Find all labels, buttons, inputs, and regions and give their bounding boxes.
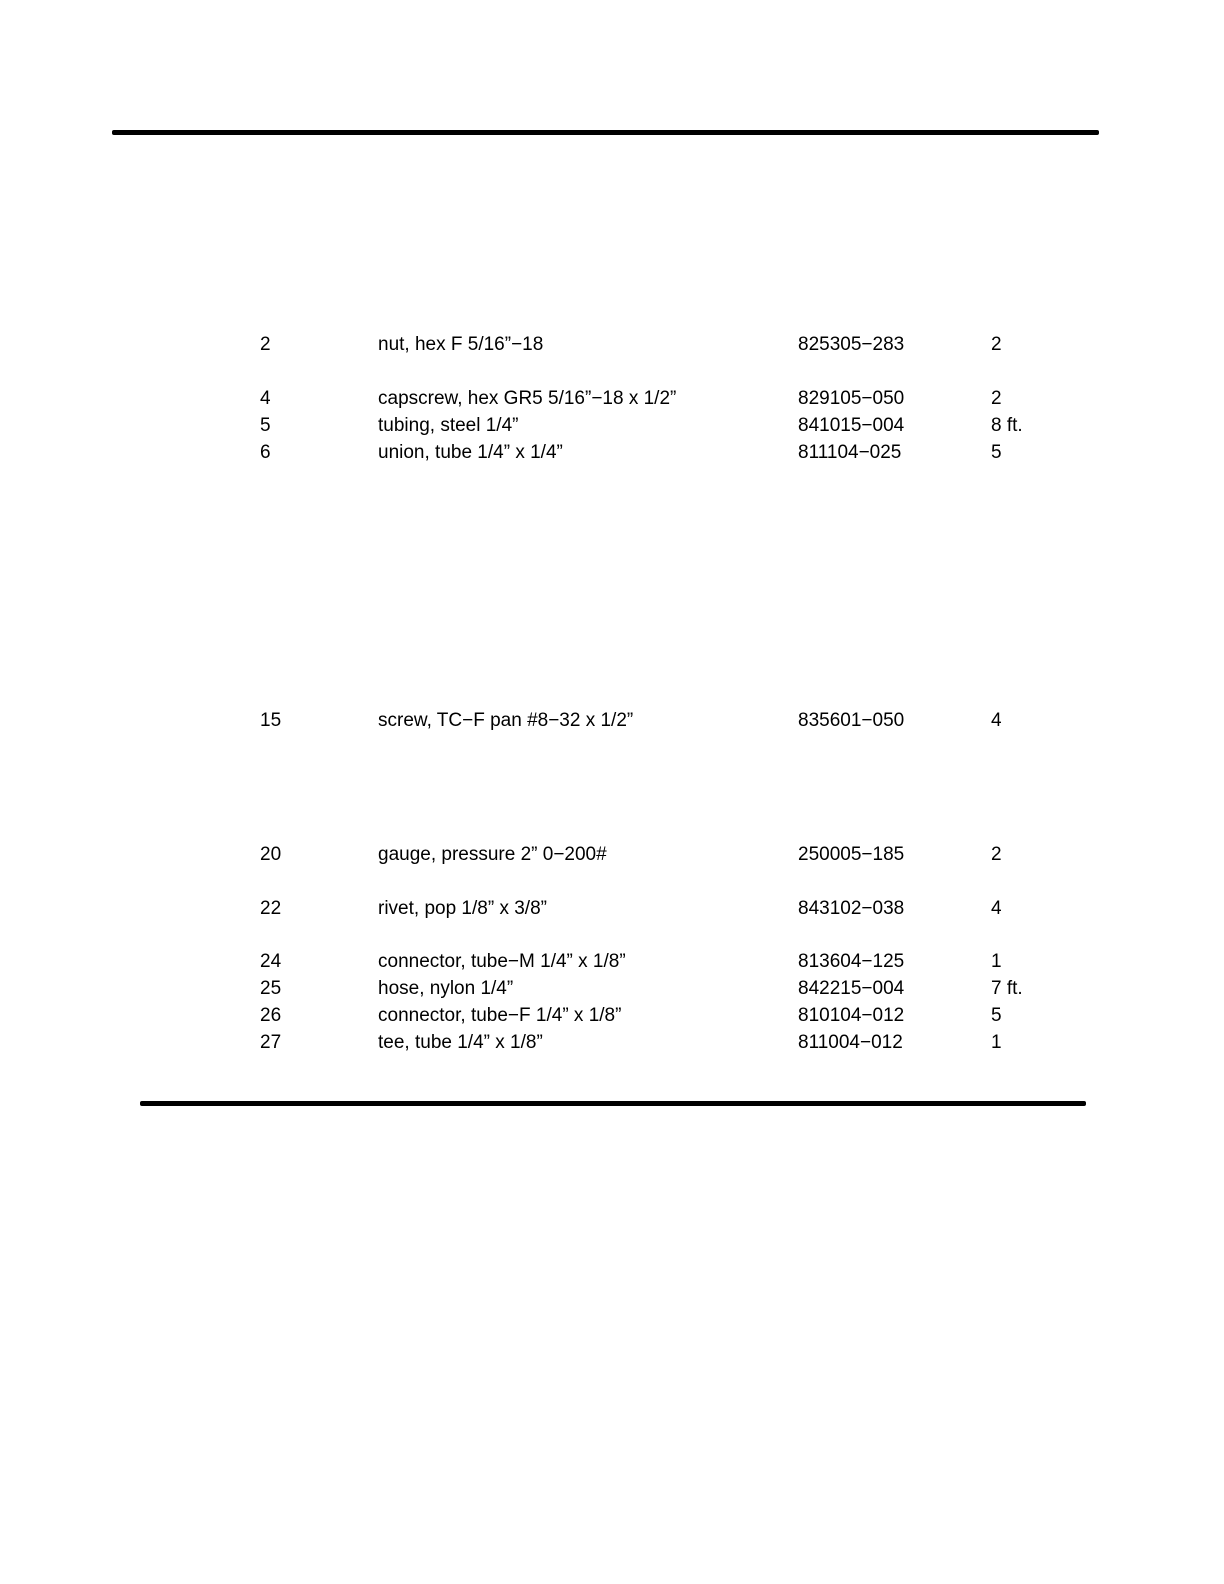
part-number: 835601−050	[798, 710, 905, 731]
item-number: 25	[260, 978, 282, 999]
part-number: 250005−185	[798, 844, 905, 865]
item-number: 24	[260, 951, 282, 972]
quantity: 8 ft.	[991, 415, 1023, 436]
part-number: 811104−025	[798, 442, 902, 463]
table-row	[0, 412, 1224, 439]
quantity: 7 ft.	[991, 978, 1023, 999]
item-number: 15	[260, 710, 282, 731]
part-number: 811004−012	[798, 1032, 903, 1053]
item-description: rivet, pop 1/8” x 3/8”	[378, 898, 547, 919]
part-number: 842215−004	[798, 978, 905, 999]
item-description: connector, tube−F 1/4” x 1/8”	[378, 1005, 622, 1026]
table-row	[0, 975, 1224, 1002]
part-number: 841015−004	[798, 415, 905, 436]
table-row	[0, 895, 1224, 922]
quantity: 5	[991, 442, 1002, 463]
quantity: 4	[991, 898, 1002, 919]
bottom-rule	[140, 1101, 1086, 1106]
part-number: 843102−038	[798, 898, 905, 919]
part-number: 813604−125	[798, 951, 905, 972]
part-number: 829105−050	[798, 388, 905, 409]
item-description: gauge, pressure 2” 0−200#	[378, 844, 607, 865]
item-description: hose, nylon 1/4”	[378, 978, 514, 999]
item-number: 2	[260, 334, 271, 355]
item-description: union, tube 1/4” x 1/4”	[378, 442, 563, 463]
table-row	[0, 841, 1224, 868]
item-number: 20	[260, 844, 282, 865]
item-description: connector, tube−M 1/4” x 1/8”	[378, 951, 626, 972]
table-row	[0, 948, 1224, 975]
part-number: 810104−012	[798, 1005, 905, 1026]
item-number: 5	[260, 415, 271, 436]
quantity: 1	[991, 951, 1002, 972]
quantity: 2	[991, 388, 1002, 409]
item-description: screw, TC−F pan #8−32 x 1/2”	[378, 710, 634, 731]
table-row	[0, 707, 1224, 734]
quantity: 2	[991, 844, 1002, 865]
table-row	[0, 331, 1224, 358]
part-number: 825305−283	[798, 334, 905, 355]
table-row	[0, 1029, 1224, 1056]
item-description: tubing, steel 1/4”	[378, 415, 519, 436]
item-description: tee, tube 1/4” x 1/8”	[378, 1032, 543, 1053]
item-number: 26	[260, 1005, 282, 1026]
quantity: 1	[991, 1032, 1002, 1053]
quantity: 4	[991, 710, 1002, 731]
top-rule	[112, 130, 1099, 135]
item-number: 4	[260, 388, 271, 409]
table-row	[0, 1002, 1224, 1029]
item-description: nut, hex F 5/16”−18	[378, 334, 544, 355]
table-row	[0, 439, 1224, 466]
item-number: 22	[260, 898, 282, 919]
quantity: 5	[991, 1005, 1002, 1026]
table-row	[0, 385, 1224, 412]
item-description: capscrew, hex GR5 5/16”−18 x 1/2”	[378, 388, 677, 409]
item-number: 27	[260, 1032, 282, 1053]
item-number: 6	[260, 442, 271, 463]
quantity: 2	[991, 334, 1002, 355]
